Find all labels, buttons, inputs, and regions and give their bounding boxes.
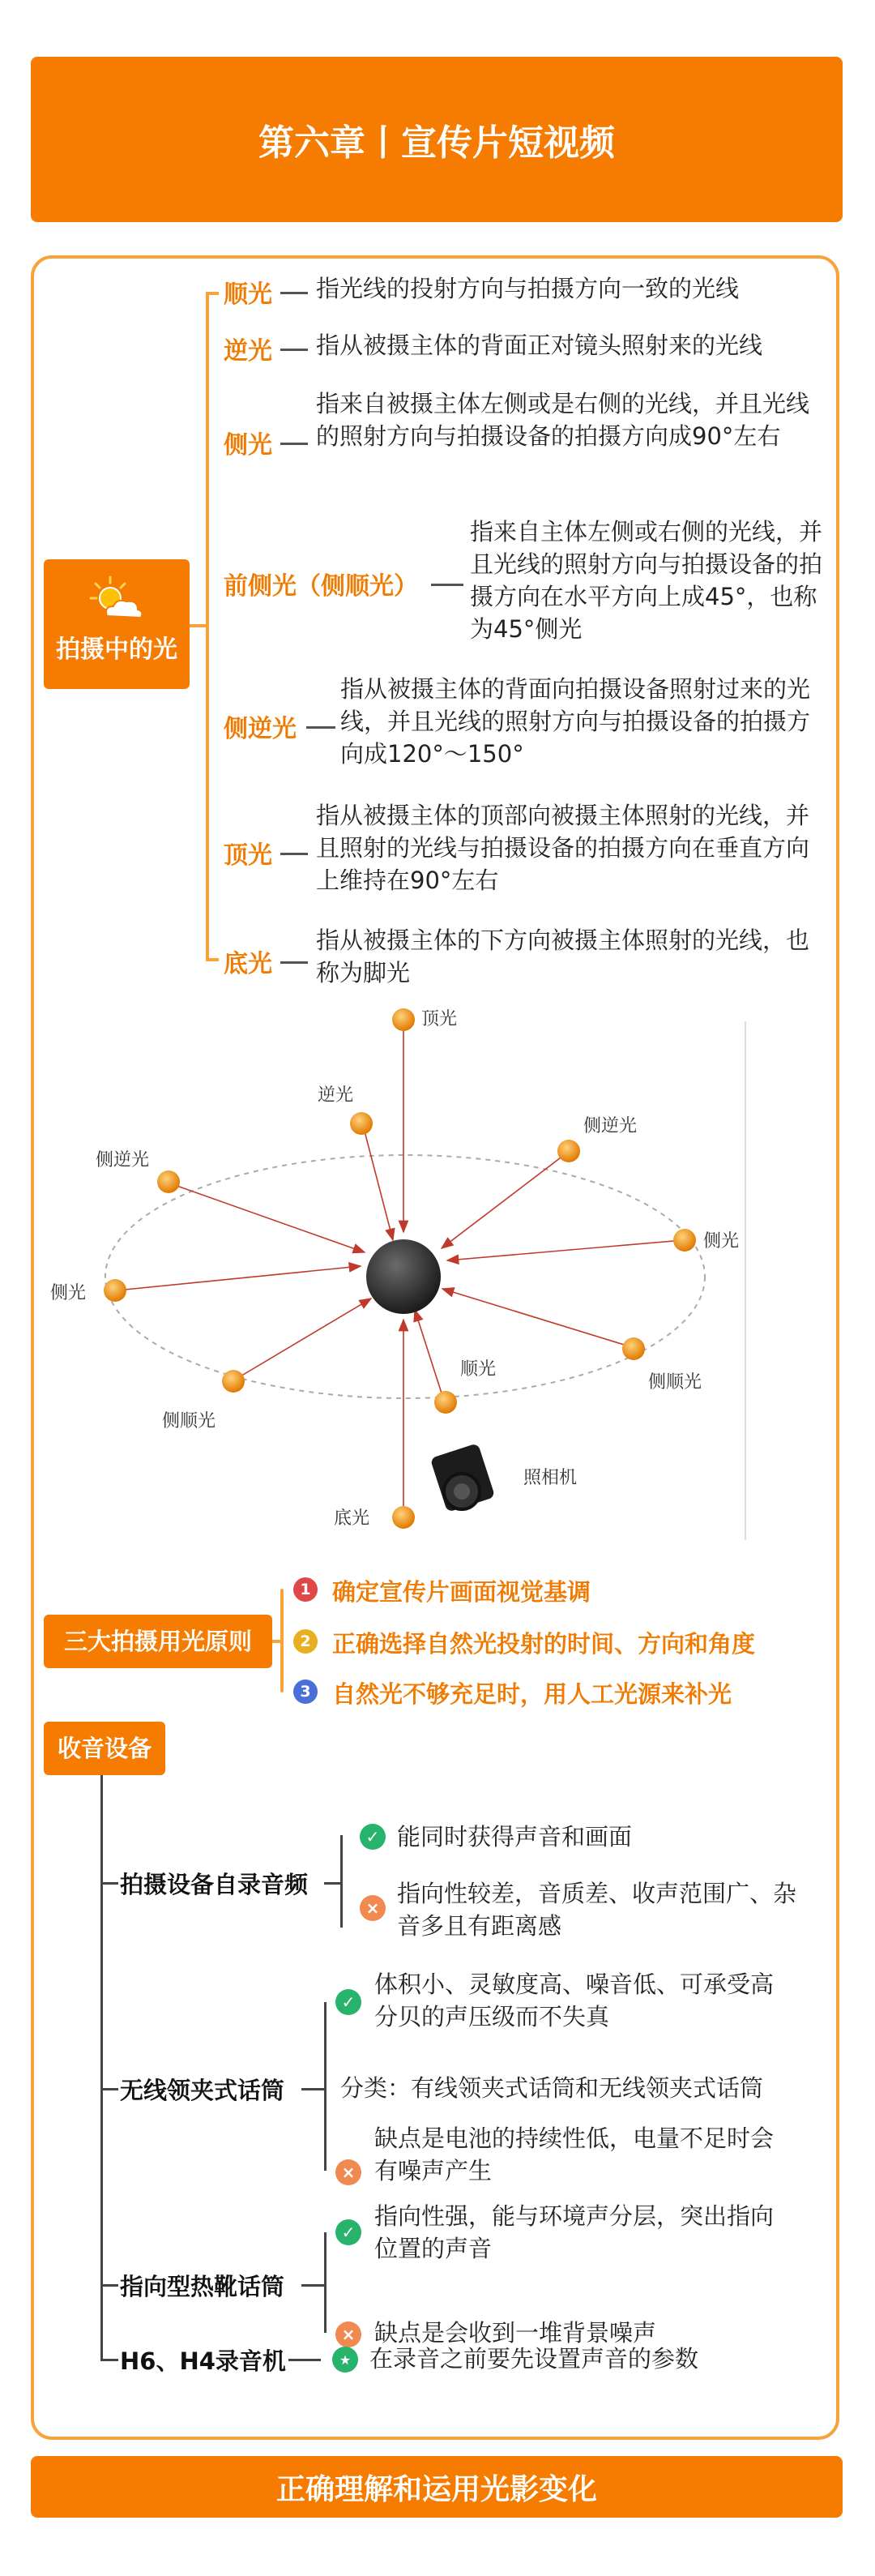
light-direction-diagram [32,1005,794,1556]
group-bracket [324,2002,327,2171]
audio-point: 指向性强，能与环境声分层，突出指向位置的声音 [374,2202,775,2262]
light-type-label: 前侧光（侧顺光） [224,572,418,601]
group-bracket [324,2232,327,2333]
audio-point: 缺点是会收到一堆背景噪声 [374,2319,657,2347]
audio-group-title: 无线领夹式话筒 [120,2077,285,2104]
principle-text: 自然光不够充足时，用人工光源来补光 [332,1680,732,1708]
label-front: 顺光 [460,1359,497,1380]
sun-cloud-icon [88,574,146,623]
cross-icon: × [360,1895,386,1921]
label-dash [306,726,335,729]
check-icon: ✓ [335,2219,361,2245]
label-bottom: 底光 [334,1508,370,1529]
principle-text: 正确选择自然光投射的时间、方向和角度 [332,1630,756,1658]
label-side-left: 侧光 [50,1283,87,1303]
subject-sphere [366,1239,441,1314]
label-dash [280,961,308,964]
audio-point: 能同时获得声音和画面 [397,1823,633,1851]
label-dash [280,853,308,855]
tree-branch [100,2284,118,2287]
label-front-side-right: 侧顺光 [648,1372,702,1393]
light-type-label: 逆光 [224,337,272,366]
group-connector [288,2359,321,2361]
audio-group-title: H6、H4录音机 [120,2347,286,2375]
light-type-desc: 指光线的投射方向与拍摄方向一致的光线 [316,275,740,302]
label-front-side-left: 侧顺光 [162,1411,216,1431]
label-side-back-right: 侧逆光 [583,1116,638,1136]
camera-icon [430,1443,496,1513]
principle-number: 2 [293,1629,318,1654]
tree-branch [100,1882,118,1885]
group-connector [301,2284,324,2287]
light-type-desc: 指来自被摄主体左侧或是右侧的光线，并且光线的照射方向与拍摄设备的拍摄方向成90°左右 [316,390,810,450]
bracket-tick [206,292,219,295]
principles-title: 三大拍摄用光原则 [63,1628,252,1655]
audio-point: 指向性较差，音质差、收声范围广、杂音多且有距离感 [397,1880,797,1940]
label-camera: 照相机 [523,1468,578,1488]
tree-branch [100,2359,118,2361]
label-side-right: 侧光 [703,1231,740,1252]
cross-icon: × [335,2159,361,2185]
group-bracket [340,1835,343,1928]
light-type-label: 侧逆光 [224,715,297,743]
lighting-title: 拍摄中的光 [56,635,177,664]
label-back: 逆光 [318,1085,354,1106]
audio-group-title: 拍摄设备自录音频 [120,1871,309,1898]
light-type-label: 侧光 [224,431,272,460]
cross-icon: × [335,2321,361,2347]
audio-title: 收音设备 [57,1735,152,1762]
light-type-desc: 指从被摄主体的顶部向被摄主体照射的光线，并且照射的光线与拍摄设备的拍摄方向在垂直方向上维持在90°左右 [316,802,810,894]
principle-number: 3 [293,1680,318,1704]
audio-point: 体积小、灵敏度高、噪音低、可承受高分贝的声压级而不失真 [374,1971,775,2030]
light-type-label: 底光 [224,950,272,978]
footer-banner [31,2456,843,2518]
audio-point: 缺点是电池的持续性低，电量不足时会有噪声产生 [374,2125,775,2184]
principles-connector [272,1640,282,1643]
page-title: 第六章丨宣传片短视频 [258,122,615,164]
label-dash [280,292,308,294]
check-icon: ✓ [360,1824,386,1850]
light-type-desc: 指来自主体左侧或右侧的光线，并且光线的照射方向与拍摄设备的拍摄方向在水平方向上成45°，也称为45°侧光 [470,518,823,643]
group-connector [324,1882,340,1885]
audio-group-title: 指向型热靴话筒 [120,2273,285,2300]
group-connector [301,2088,324,2090]
lighting-connector [190,624,206,627]
header-banner [31,57,843,222]
light-type-desc: 指从被摄主体的下方向被摄主体照射的光线，也称为脚光 [316,926,810,986]
light-type-desc: 指从被摄主体的背面向拍摄设备照射过来的光线，并且光线的照射方向与拍摄设备的拍摄方向成120°～150° [340,675,811,768]
principle-text: 确定宣传片画面视觉基调 [332,1578,591,1606]
light-type-label: 顶光 [224,841,272,870]
label-dash [280,349,308,351]
audio-point: 在录音之前要先设置声音的参数 [369,2345,699,2373]
principles-title-box [44,1615,272,1668]
label-top: 顶光 [421,1009,458,1029]
check-icon: ✓ [335,1989,361,2015]
audio-tree-trunk [100,1775,103,2360]
label-dash [431,584,463,586]
bracket-tick [206,958,219,961]
light-type-desc: 指从被摄主体的背面正对镜头照射来的光线 [316,332,763,359]
footer-title: 正确理解和运用光影变化 [275,2472,597,2506]
tree-branch [100,2088,118,2090]
lighting-title-box [44,559,190,689]
star-icon: ★ [332,2347,358,2373]
label-side-back-left: 侧逆光 [96,1150,150,1170]
light-type-label: 顺光 [224,280,272,309]
principle-number: 1 [293,1577,318,1602]
lighting-bracket [206,292,209,961]
audio-title-box [44,1722,165,1775]
audio-point: 分类：有线领夹式话筒和无线领夹式话筒 [340,2074,764,2102]
label-dash [280,443,308,445]
